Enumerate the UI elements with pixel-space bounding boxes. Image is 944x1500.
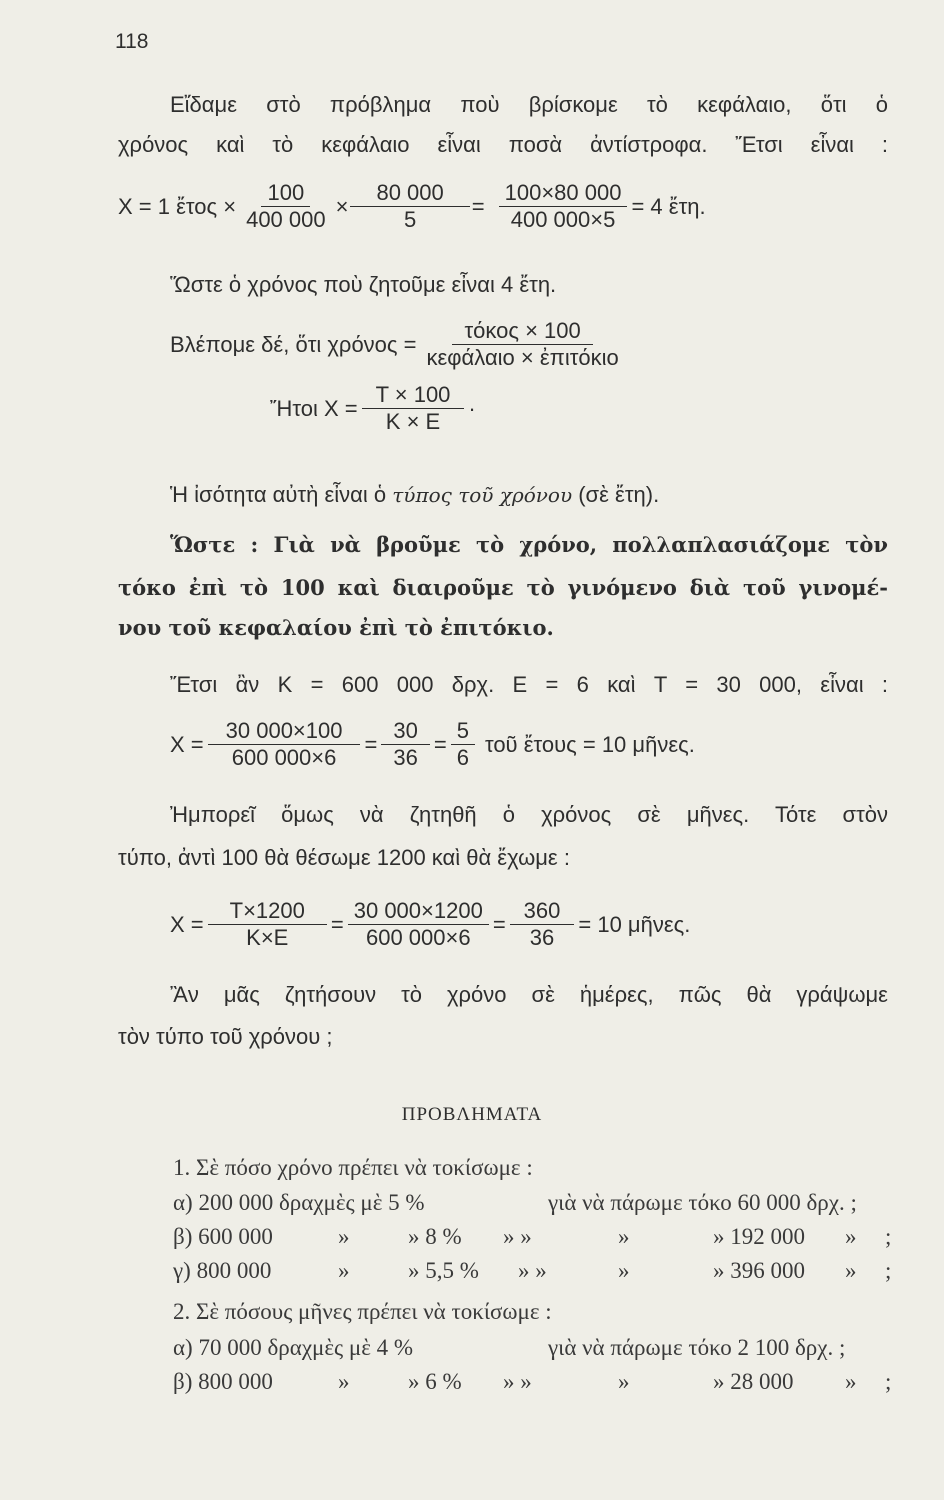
paragraph-line: τύπο, ἀντὶ 100 θὰ θέσωμε 1200 καὶ θὰ ἔχωμε :: [118, 845, 570, 870]
fraction: $\frac{\text{τόκος × 100}}{\text{κεφάλαιο × ἐπιτόκιο}}$: [426, 318, 619, 370]
fraction: $\frac{30 000\times 100}{600 000\times 6}$: [208, 718, 361, 771]
formula-line: Ἡ ἰσότητα αὐτὴ εἶναι ὁ τύπος τοῦ χρόνου (σὲ ἔτη).: [170, 482, 660, 507]
example-line: Ἔτσι ἂν K = 600 000 δρχ. E = 6 καὶ T = 30 000, εἶναι :: [170, 672, 888, 697]
equation-years: X = 1 ἔτος × $\frac{100}{400 000}$ × $\frac{80 000}{5}$ = $\frac{100\times 80 000}{400 000\times 5}$ = 4 ἔτη.: [118, 180, 706, 232]
fraction: $\frac{360}{36}$: [510, 898, 575, 951]
paragraph-line: χρόνος καὶ τὸ κεφάλαιο εἶναι ποσὰ ἀντίστροφα. Ἔτσι εἶναι :: [118, 132, 888, 157]
result-line: Ὥστε ὁ χρόνος ποὺ ζητοῦμε εἶναι 4 ἔτη.: [170, 272, 557, 297]
equation-time-words: Βλέπομε δέ, ὅτι χρόνος = $\frac{\text{τόκος × 100}}{\text{κεφάλαιο × ἐπιτόκιο}}$: [170, 318, 629, 371]
fraction: $\frac{5}{6}$: [451, 718, 475, 771]
rule-line: νου τοῦ κεφαλαίου ἐπὶ τὸ ἐπιτόκιο.: [118, 615, 554, 640]
rule-line: Ὥστε : Γιὰ νὰ βροῦμε τὸ χρόνο, πολλαπλασιάζομε τὸν: [170, 532, 888, 557]
problem-title: 1. Σὲ πόσο χρόνο πρέπει νὰ τοκίσωμε :: [173, 1155, 533, 1180]
fraction: $\frac{30}{36}$: [381, 718, 429, 771]
fraction: $\frac{100\times 80 000}{400 000\times 5}$: [499, 180, 628, 233]
problem-title: 2. Σὲ πόσους μῆνες πρέπει νὰ τοκίσωμε :: [173, 1299, 552, 1324]
eq-lhs: X = 1 ἔτος ×: [118, 193, 237, 219]
page-number: 118: [115, 30, 149, 53]
fraction: $\frac{80 000}{5}$: [350, 180, 469, 233]
fraction: $\frac{30 000\times 1200}{600 000\times 6}$: [348, 898, 489, 951]
equation-example: X = $\frac{30 000\times 100}{600 000\times 6}$ = $\frac{30}{36}$ = $\frac{5}{6}$ τοῦ ἔτους = 10 μῆνες.: [170, 718, 695, 770]
problems-heading: ΠΡΟΒΛΗΜΑΤΑ: [401, 1104, 543, 1125]
rule-line: τόκο ἐπὶ τὸ 100 καὶ διαιροῦμε τὸ γινόμενο διὰ τοῦ γινομέ-: [118, 575, 888, 600]
fraction: $\frac{T\times 1200}{K\times E}$: [208, 898, 327, 951]
equation-time-symbols: Ἤτοι X = $\frac{T \times 100}{K \times E}$ ·: [270, 382, 476, 434]
equation-months: X = $\frac{T\times 1200}{K\times E}$ = $\frac{30 000\times 1200}{600 000\times 6}$ = $\frac{360}{36}$ = 10 μῆνες.: [170, 898, 691, 950]
fraction: $\frac{T \times 100}{K \times E}$: [362, 382, 465, 435]
question-line: τὸν τύπο τοῦ χρόνου ;: [118, 1024, 333, 1049]
question-line: Ἂν μᾶς ζητήσουν τὸ χρόνο σὲ ἡμέρες, πῶς θὰ γράψωμε: [170, 982, 888, 1007]
paragraph-line: Εἴδαμε στὸ πρόβλημα ποὺ βρίσκομε τὸ κεφάλαιο, ὅτι ὁ: [170, 92, 888, 117]
paragraph-line: Ἠμπορεῖ ὅμως νὰ ζητηθῆ ὁ χρόνος σὲ μῆνες. Τότε στὸν: [170, 802, 888, 827]
fraction: $\frac{100}{400 000}$: [246, 180, 326, 232]
